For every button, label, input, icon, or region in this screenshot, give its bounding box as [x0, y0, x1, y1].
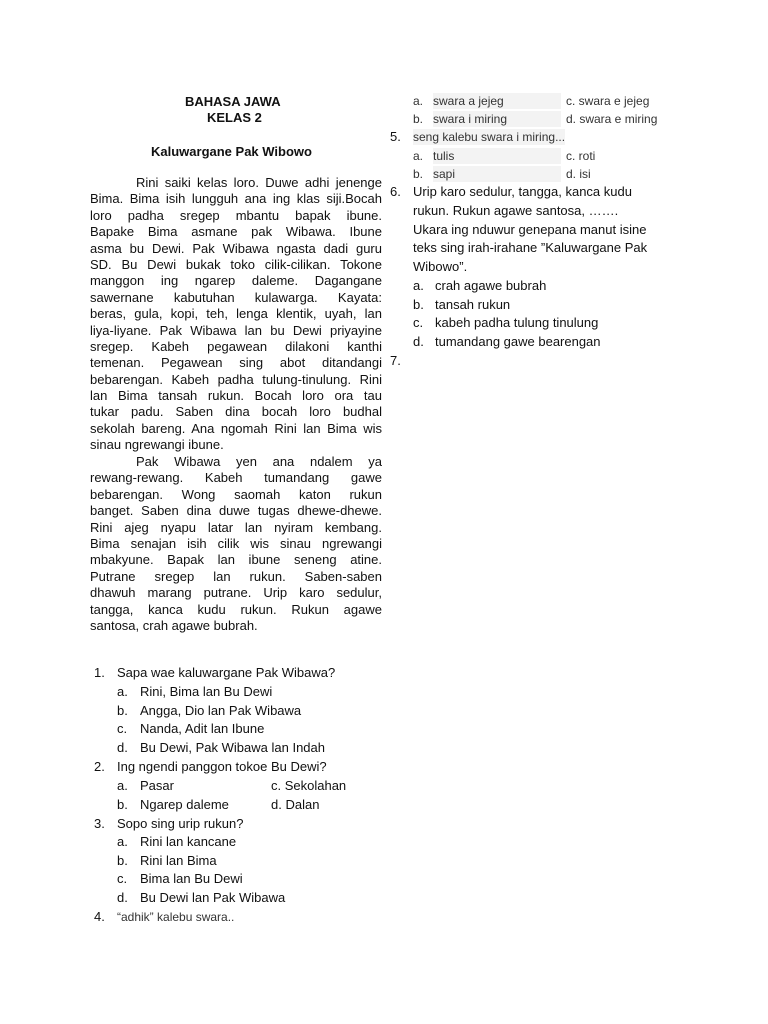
story-line: santosa, crah agawe bubrah.	[90, 617, 258, 633]
option-letter: c.	[117, 721, 128, 737]
story-line: Bima senajan isih cilik wis sinau ngrewangi	[90, 535, 382, 551]
story-line: tukar padu. Saben dina bocah loro budhal	[90, 404, 382, 420]
story-line: Putrane sregep lan rukun. Saben-saben	[90, 568, 382, 584]
story-line: Bima. Bima isih lungguh ana ing klas siji.Bocah	[90, 191, 382, 207]
story-line: rewang-rewang. Kabeh tumandang gawe	[90, 470, 382, 486]
option-text: d. isi	[566, 167, 591, 181]
story-line: bebarengan. Kabeh padha tulung-tinulung. Rini	[90, 371, 382, 387]
option-text: Rini, Bima lan Bu Dewi	[140, 684, 273, 699]
option-text: tansah rukun	[435, 296, 511, 312]
class-label: KELAS 2	[207, 110, 262, 125]
question-text: Sapa wae kaluwargane Pak Wibawa?	[117, 665, 336, 680]
story-line: sinau ngrewangi ibune.	[90, 437, 224, 453]
story-line: SD. Bu Dewi bukak toko cilik-cilikan. Tokone	[90, 256, 382, 272]
question-number: 6.	[390, 184, 401, 199]
option-text: swara i miring	[433, 111, 561, 127]
option-letter: c.	[117, 871, 128, 887]
option-letter: a.	[117, 778, 128, 793]
question-text-line: teks sing irah-irahane ”Kaluwargane Pak	[413, 240, 648, 256]
story-line: Rini saiki kelas loro. Duwe adhi jenenge	[136, 175, 382, 190]
option-text: d. Dalan	[271, 797, 320, 812]
story-paragraph-2	[90, 454, 382, 634]
option-letter: d.	[413, 334, 424, 350]
option-text: Angga, Dio lan Pak Wibawa	[140, 702, 302, 718]
question-number: 7.	[390, 353, 401, 368]
option-letter: c.	[413, 315, 424, 331]
option-text: Pasar	[140, 778, 174, 793]
option-text: d. swara e miring	[566, 112, 658, 126]
option-letter: a.	[413, 278, 424, 293]
story-line: banget. Saben dina duwe tugas dhewe-dhewe.	[90, 503, 382, 519]
option-letter: a.	[413, 94, 424, 108]
option-text: Bu Dewi, Pak Wibawa lan Indah	[140, 740, 325, 756]
option-text: c. swara e jejeg	[566, 94, 650, 108]
question-number: 4.	[94, 909, 105, 924]
option-letter: a.	[117, 834, 128, 849]
option-letter: a.	[117, 684, 128, 699]
question-text: Sopo sing urip rukun?	[117, 816, 244, 831]
option-text: swara a jejeg	[433, 93, 561, 109]
story-line: sregep. Kabeh pegawean dilakoni kanthi	[90, 338, 382, 354]
option-text: crah agawe bubrah	[435, 278, 547, 293]
option-letter: a.	[413, 149, 424, 163]
question-number: 3.	[94, 816, 105, 831]
option-text: Ngarep daleme	[140, 797, 229, 812]
question-text-line: Ukara ing nduwur genepana manut isine	[413, 221, 647, 237]
option-text: tumandang gawe bearengan	[435, 334, 601, 350]
story-line: beras, gula, kopi, teh, lenga klentik, uyah, lan	[90, 306, 382, 322]
option-text: Bu Dewi lan Pak Wibawa	[140, 890, 286, 906]
story-title: Kaluwargane Pak Wibowo	[151, 144, 312, 159]
option-letter: b.	[117, 797, 128, 812]
story-line: manggon ing ngarep daleme. Dagangane	[90, 273, 382, 289]
story-line: asma bu Dewi. Pak Wibawa ngasta dadi guru	[90, 240, 382, 256]
story-line: liya-liyane. Pak Wibawa lan bu Dewi priyayine	[90, 322, 382, 338]
story-line: loro padha sregep mbantu bapak ibune.	[90, 207, 382, 223]
question-text: seng kalebu swara i miring...	[413, 130, 566, 144]
question-text-line: Wibowo”.	[413, 259, 468, 275]
story-paragraph-1	[90, 175, 382, 454]
story-line: Pak Wibawa yen ana ndalem ya	[136, 454, 382, 469]
story-line: tangga, kanca kudu rukun. Rukun agawe	[90, 601, 382, 617]
option-letter: b.	[413, 167, 424, 181]
story-line: Rini ajeg nyapu latar lan nyiram kembang.	[90, 519, 382, 535]
story-line: bebarengan. Wong saomah katon rukun	[90, 486, 382, 502]
option-letter: b.	[413, 112, 424, 126]
option-letter: d.	[117, 890, 128, 906]
question-number: 5.	[390, 129, 401, 144]
option-text: c. Sekolahan	[271, 778, 347, 793]
story-line: temenan. Pegawean sing abot ditandangi	[90, 355, 382, 371]
page-title: BAHASA JAWA	[185, 94, 281, 109]
option-text: Bima lan Bu Dewi	[140, 871, 243, 887]
option-text: Rini lan Bima	[140, 852, 217, 868]
story-line: Bapake Bima asmane pak Wibawa. Ibune	[90, 224, 382, 240]
option-letter: b.	[413, 296, 424, 312]
story-line: sekolah bareng. Ana ngomah Rini lan Bima wis	[90, 420, 382, 436]
story-line: lan Bima tansah rukun. Bocah loro ora tau	[90, 388, 382, 404]
question-number: 2.	[94, 759, 105, 774]
question-text-line: Urip karo sedulur, tangga, kanca kudu	[413, 184, 632, 199]
option-text: kabeh padha tulung tinulung	[435, 315, 599, 331]
option-letter: b.	[117, 702, 128, 718]
option-text: c. roti	[566, 149, 596, 163]
option-text: tulis	[433, 148, 561, 164]
option-letter: d.	[117, 740, 128, 756]
question-text-line: rukun. Rukun agawe santosa, …….	[413, 202, 619, 218]
question-number: 1.	[94, 665, 105, 680]
story-line: sawernane kabutuhan kulawarga. Kayata:	[90, 289, 382, 305]
option-text: Nanda, Adit lan Ibune	[140, 721, 265, 737]
question-text: “adhik” kalebu swara..	[117, 910, 235, 924]
question-text: Ing ngendi panggon tokoe Bu Dewi?	[117, 759, 327, 774]
option-text: sapi	[433, 166, 561, 182]
story-line: dhawuh marang putrane. Urip karo sedulur,	[90, 585, 382, 601]
story-line: mbakyune. Bapak lan ibune seneng atine.	[90, 552, 382, 568]
option-text: Rini lan kancane	[140, 834, 237, 849]
option-letter: b.	[117, 852, 128, 868]
